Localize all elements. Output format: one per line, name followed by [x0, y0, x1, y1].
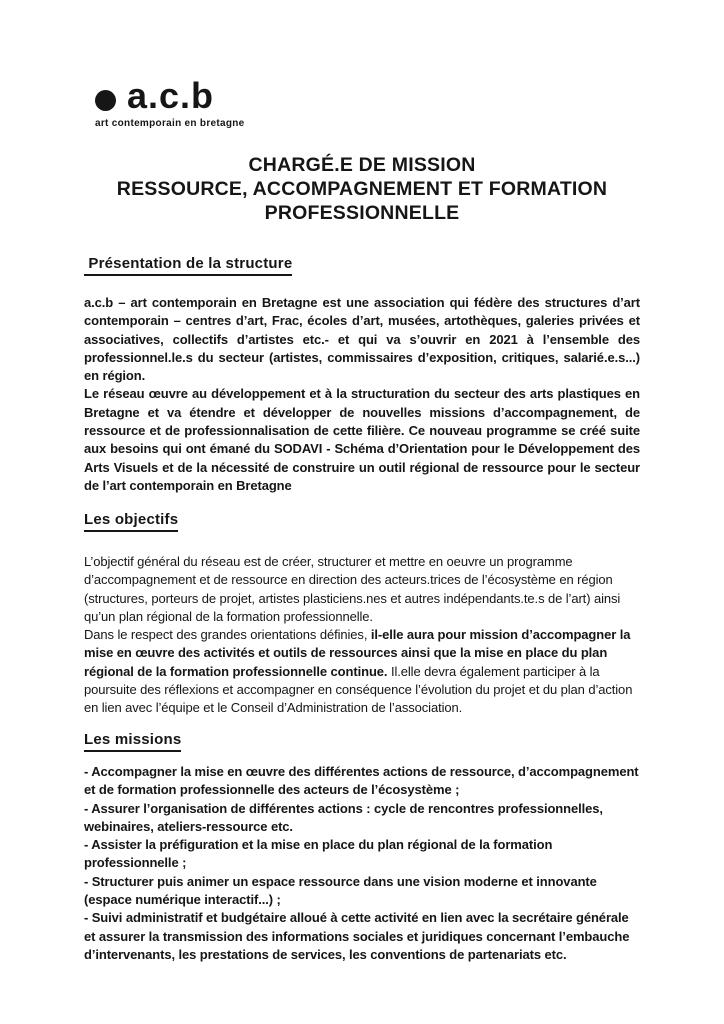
presentation-paragraph-1: a.c.b – art contemporain en Bretagne est une association qui fédère des structures d’art contemporain – centres d’art, Frac, écoles d’art, musées, artothèques, galeries privées et associatives, collectifs d’artistes etc.- et qui va s’ouvrir en 2021 à l’ensemble des professionnel.le.s du secteur (artistes, commissaires d’exposition, critiques, salarié.e.s...) en région. [84, 295, 640, 384]
presentation-body [84, 294, 640, 495]
mission-item: - Structurer puis animer un espace ressource dans une vision moderne et innovante (espace numérique interactif...) ; [84, 873, 597, 908]
missions-body [84, 763, 640, 964]
mission-item: - Assister la préfiguration et la mise en place du plan régional de la formation professionnelle ; [84, 837, 553, 871]
section-missions [84, 731, 181, 752]
job-title [0, 153, 724, 225]
mission-item: - Accompagner la mise en œuvre des différentes actions de ressource, d’accompagnement et de formation professionnelle des acteurs de l’écosystème ; [84, 764, 639, 798]
job-title-line: PROFESSIONNELLE [264, 202, 460, 224]
objectifs-paragraph-2 [84, 626, 640, 717]
mission-item: - Suivi administratif et budgétaire alloué à cette activité en lien avec la secrétaire générale et assurer la transmission des informations sociales et juridiques concernant l’embauche d’intervenants, les prestations de services, les conventions de partenariats etc. [84, 910, 630, 962]
job-title-line: RESSOURCE, ACCOMPAGNEMENT ET FORMATION [116, 178, 608, 200]
presentation-paragraph-2: Le réseau œuvre au développement et à la structuration du secteur des arts plastiques en Bretagne et va étendre et développer de nouvelles missions d’accompagnement, de ressource et de professionnalisation de cette filière. Ce nouveau programme se créé suite aux besoins qui ont émané du SODAVI - Schéma d’Orientation pour le Développement des Arts Visuels et de la nécessité de construire un outil régional de ressource pour le secteur de l’art contemporain en Bretagne [84, 386, 640, 493]
missions-heading: Les missions [84, 731, 181, 752]
job-title-line: CHARGÉ.E DE MISSION [248, 154, 476, 176]
logo-dot-icon [95, 90, 116, 111]
objectifs-paragraph-2-bold: il-elle aura pour mission d’accompagner la mise en œuvre des activités et outils de ressources ainsi que la mise en place du plan régional de la formation professionnelle continue. [84, 627, 631, 679]
objectifs-body [84, 553, 640, 718]
section-objectifs [84, 511, 178, 532]
acb-logo [95, 75, 245, 129]
section-presentation [84, 255, 292, 276]
logo-name: a.c.b [127, 75, 215, 116]
objectifs-paragraph-2-start: Dans le respect des grandes orientations définies, [84, 627, 371, 643]
objectifs-paragraph-1: L’objectif général du réseau est de créer, structurer et mettre en oeuvre un programme d’accompagnement et de ressource en direction des acteurs.trices de l’écosystème en région (structures, porteurs de projet, artistes plasticiens.nes et autres indépendants.te.s de l’art) ainsi qu’un plan régional de la formation professionnelle. [84, 554, 621, 624]
objectifs-heading: Les objectifs [84, 511, 178, 532]
objectifs-paragraph-2-end: Il.elle devra également participer à la poursuite des réflexions et accompagner en conséquence l’évolution du projet et du plan d’action en lien avec l’équipe et le Conseil d’Administration de l’association. [84, 663, 633, 716]
mission-item: - Assurer l’organisation de différentes actions : cycle de rencontres professionnelles, webinaires, ateliers-ressource etc. [84, 800, 603, 834]
logo-tagline: art contemporain en bretagne [95, 118, 245, 129]
presentation-heading: Présentation de la structure [84, 255, 292, 276]
